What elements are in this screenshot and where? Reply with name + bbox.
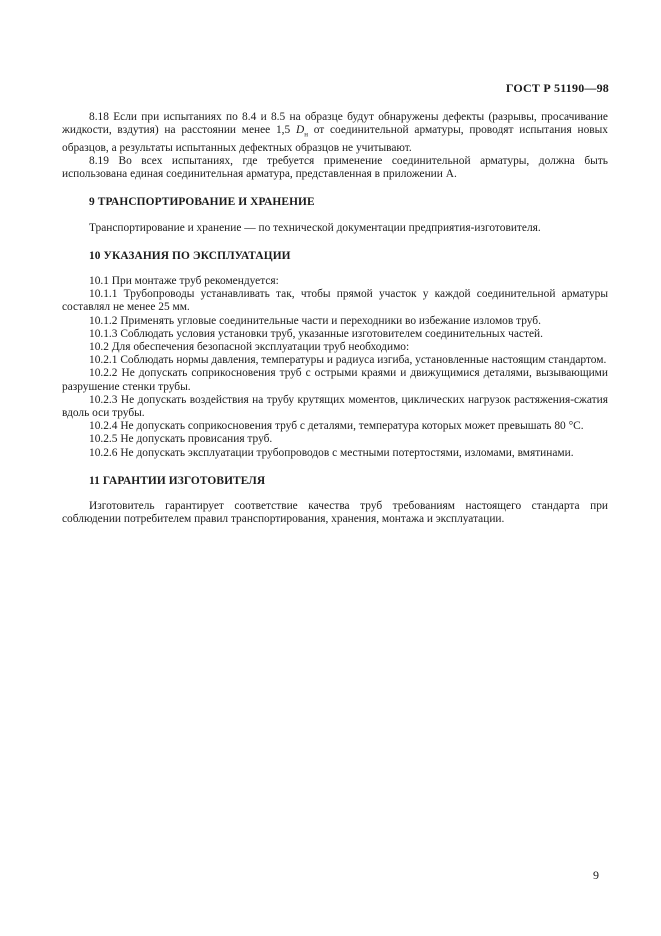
section-11-title: 11 ГАРАНТИИ ИЗГОТОВИТЕЛЯ — [89, 474, 266, 487]
section-9-text: Транспортирование и хранение — по технической документации предприятия-изготовителя. — [89, 221, 541, 234]
clause-10-1-3: 10.1.3 Соблюдать условия установки труб, указанные изготовителем соединительных частей. — [89, 327, 543, 340]
diameter-letter: D — [295, 124, 305, 137]
clause-10-2-3: 10.2.3 Не допускать воздействия на трубу крутящих моментов, циклических нагрузок растяжения-сжатия вдоль оси трубы. — [62, 393, 608, 419]
clause-10-2-4: 10.2.4 Не допускать соприкосновения труб с деталями, температура которых может превышать 80 °С. — [89, 420, 584, 433]
document-body — [62, 111, 608, 526]
standard-header: ГОСТ Р 51190—98 — [505, 81, 609, 95]
clause-10-1-1: 10.1.1 Трубопроводы устанавливать так, чтобы прямой участок у каждой соединительной арматуры составлял не менее 25 мм. — [62, 288, 608, 314]
clause-10-2-6: 10.2.6 Не допускать эксплуатации трубопроводов с местными потертостями, изломами, вмятинами. — [89, 446, 574, 459]
paragraph-8-18 — [62, 111, 608, 155]
clause-10-2: 10.2 Для обеспечения безопасной эксплуатации труб необходимо: — [89, 340, 410, 353]
clause-10-2-5: 10.2.5 Не допускать провисания труб. — [89, 433, 273, 446]
clause-10-1: 10.1 При монтаже труб рекомендуется: — [89, 274, 279, 287]
clause-10-2-2: 10.2.2 Не допускать соприкосновения труб с острыми краями и движущимися деталями, вызывающими разрушение стенки трубы. — [62, 367, 608, 393]
paragraph-8-18-text-b: от соединительной арматуры, проводят испытания новых образцов, а результаты испытанных дефектных образцов не учитывают. — [62, 124, 608, 154]
diameter-symbol — [295, 124, 308, 139]
paragraph-8-18-text-a: 8.18 Если при испытаниях по 8.4 и 8.5 на образце будут обнаружены дефекты (разрывы, просачивание жидкости, вздутия) на расстоянии менее 1,5 — [62, 111, 608, 137]
section-11-text: Изготовитель гарантирует соответствие качества труб требованиям настоящего стандарта при соблюдении потребителем правил транспортирования, хранения, монтажа и эксплуатации. — [62, 499, 608, 526]
section-10-title: 10 УКАЗАНИЯ ПО ЭКСПЛУАТАЦИИ — [89, 249, 291, 262]
clause-10-1-2: 10.1.2 Применять угловые соединительные части и переходники во избежание изломов труб. — [89, 314, 541, 327]
paragraph-8-19: 8.19 Во всех испытаниях, где требуется применение соединительной арматуры, должна быть использована единая соединительная арматура, представленная в приложении А. — [62, 154, 608, 181]
diameter-subscript: н — [304, 130, 308, 139]
page-number: 9 — [593, 868, 599, 882]
clause-10-2-1: 10.2.1 Соблюдать нормы давления, температуры и радиуса изгиба, установленные настоящим стандартом. — [89, 354, 607, 367]
section-9-title: 9 ТРАНСПОРТИРОВАНИЕ И ХРАНЕНИЕ — [89, 196, 315, 209]
